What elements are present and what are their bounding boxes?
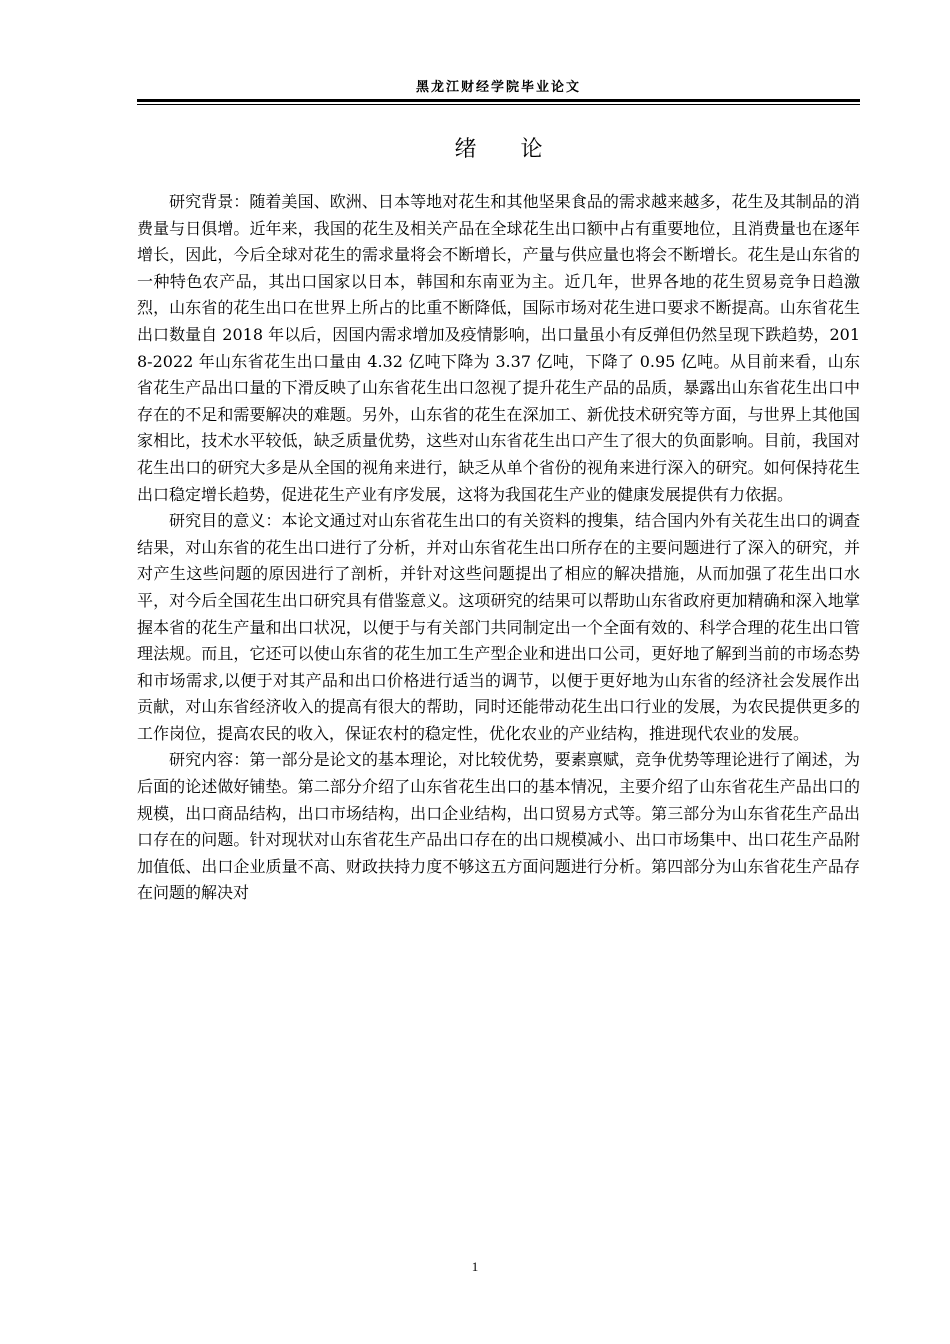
paragraph-research-content: 研究内容：第一部分是论文的基本理论，对比较优势，要素禀赋，竞争优势等理论进行了阐述，为后面的论述做好铺垫。第二部分介绍了山东省花生出口的基本情况，主要介绍了山东省花生产品出口的规模，出口商品结构，出口市场结构，出口企业结构，出口贸易方式等。第三部分为山东省花生产品出口存在的问题。针对现状对山东省花生产品出口存在的出口规模减小、出口市场集中、出口花生产品附加值低、出口企业质量不高、财政扶持力度不够这五方面问题进行分析。第四部分为山东省花生产品存在问题的解决对 <box>137 750 860 903</box>
chapter-title <box>137 132 860 168</box>
running-header-title: 黑龙江财经学院毕业论文 <box>415 80 581 95</box>
page-number: 1 <box>471 1259 479 1274</box>
paragraph-research-background: 研究背景：随着美国、欧洲、日本等地对花生和其他坚果食品的需求越来越多，花生及其制品的消费量与日俱增。近年来，我国的花生及相关产品在全球花生出口额中占有重要地位，且消费量也在逐年增长，因此，今后全球对花生的需求量将会不断增长，产量与供应量也将会不断增长。花生是山东省的一种特色农产品，其出口国家以日本，韩国和东南亚为主。近几年，世界各地的花生贸易竞争日趋激烈，山东省的花生出口在世界上所占的比重不断降低，国际市场对花生进口要求不断提高。山东省花生出口数量自 2018 年以后，因国内需求增加及疫情影响，出口量虽小有反弹但仍然呈现下跌趋势，2018-2022 年山东省花生出口量由 4.32 亿吨下降为 3.37 亿吨，下降了 0.95 亿吨。从目前来看，山东省花生产品出口量的下滑反映了山东省花生出口忽视了提升花生产品的品质，暴露出山东省花生出口中存在的不足和需要解决的难题。另外，山东省的花生在深加工、新优技术研究等方面，与世界上其他国家相比，技术水平较低，缺乏质量优势，这些对山东省花生出口产生了很大的负面影响。目前，我国对花生出口的研究大多是从全国的视角来进行，缺乏从单个省份的视角来进行深入的研究。如何保持花生出口稳定增长趋势，促进花生产业有序发展，这将为我国花生产业的健康发展提供有力依据。 <box>137 192 860 504</box>
header-rule-thin <box>137 104 860 105</box>
paragraph-research-purpose: 研究目的意义：本论文通过对山东省花生出口的有关资料的搜集，结合国内外有关花生出口的调查结果，对山东省的花生出口进行了分析，并对山东省花生出口所存在的主要问题进行了深入的研究，并对产生这些问题的原因进行了剖析，并针对这些问题提出了相应的解决措施，从而加强了花生出口水平，对今后全国花生出口研究具有借鉴意义。这项研究的结果可以帮助山东省政府更加精确和深入地掌握本省的花生产量和出口状况，以便于与有关部门共同制定出一个全面有效的、科学合理的花生出口管理法规。而且，它还可以使山东省的花生加工生产型企业和进出口公司，更好地了解到当前的市场态势和市场需求,以便于对其产品和出口价格进行适当的调节，以便于更好地为山东省的经济社会发展作出贡献，对山东省经济收入的提高有很大的帮助，同时还能带动花生出口行业的发展，为农民提供更多的工作岗位，提高农民的收入，保证农村的稳定性，优化农业的产业结构，推进现代农业的发展。 <box>137 511 860 743</box>
header-rule-thick <box>137 99 860 102</box>
chapter-title-left: 绪 <box>454 137 477 162</box>
chapter-title-right: 论 <box>520 137 543 162</box>
body-text <box>137 189 860 907</box>
